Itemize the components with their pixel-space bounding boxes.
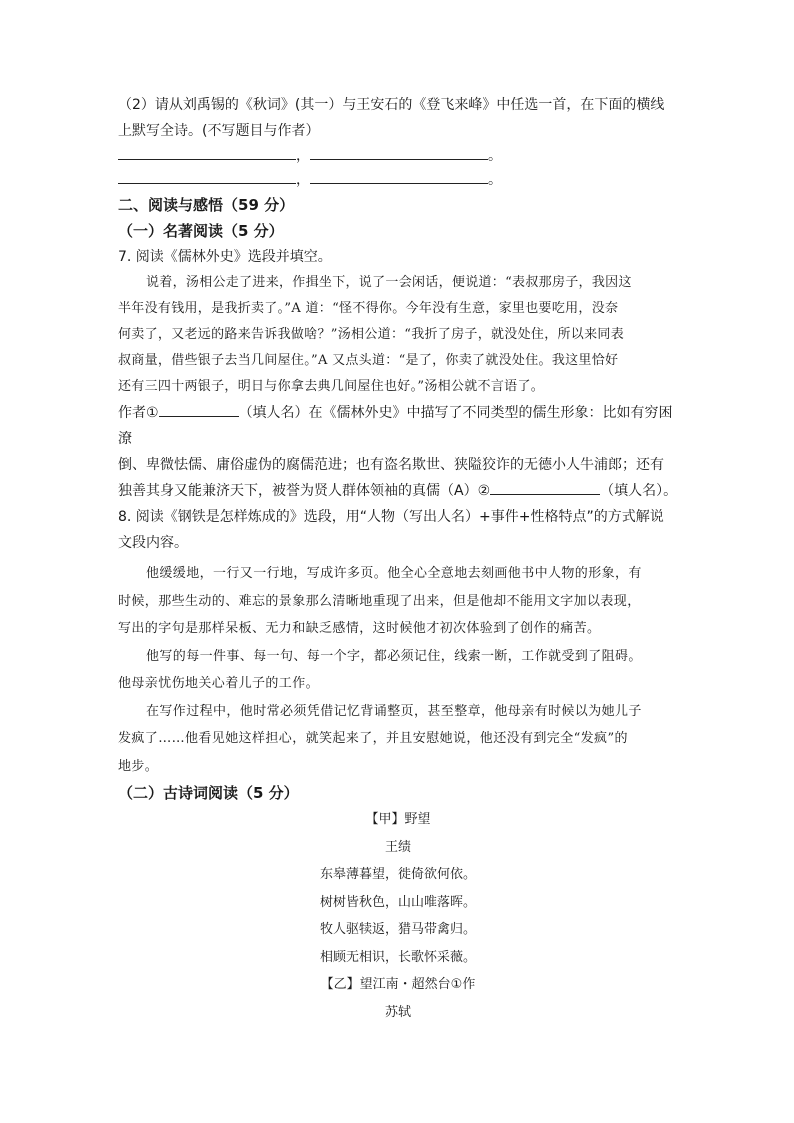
excerpt-line: 地步。	[118, 758, 159, 774]
q7-prompt: 7. 阅读《儒林外史》选段并填空。	[118, 249, 332, 265]
poem-b-title: 【乙】望江南・超然台①作	[320, 977, 476, 992]
excerpt-line: 他缓缓地，一行又一行地，写成许多页。他全心全意地去刻画他书中人物的形象，有	[146, 566, 642, 581]
excerpt-line: 在写作过程中，他时常必须凭借记忆背诵整页，甚至整章，他母亲有时候以为她儿子	[146, 703, 642, 719]
excerpt-line: 时候，那些生动的、难忘的景象那么清晰地重现了出来，但是他却不能用文字加以表现，	[118, 593, 641, 609]
excerpt-line: 写出的字句是那样呆板、无力和缺乏感情，这时候他才初次体验到了创作的痛苦。	[118, 621, 601, 636]
answer-blank[interactable]	[118, 169, 296, 184]
poem-line: 牧人驱犊返，猎马带禽归。	[319, 922, 476, 937]
answer-blank[interactable]	[310, 169, 488, 184]
poem-line: 树树皆秋色，山山唯落晖。	[319, 894, 476, 910]
rulin-excerpt	[118, 270, 678, 400]
fill-text: （填人名）。	[600, 483, 678, 499]
q8-prompt-line2: 文段内容。	[118, 535, 188, 551]
fill-blank-2[interactable]	[490, 480, 600, 495]
answer-line-1	[118, 144, 678, 168]
poem-b	[118, 971, 678, 1026]
fill-text: 作者①	[118, 405, 159, 421]
poem-a-author: 王绩	[384, 839, 411, 855]
fill-blank-1[interactable]	[159, 402, 239, 417]
fill-text: （填人名）在《儒林外史》中描写了不同类型的儒生形象：比如有穷困潦	[118, 405, 673, 447]
excerpt-line: 发疯了……他看见她这样担心，就笑起来了，并且安慰她说，他还没有到完全“发疯”的	[118, 731, 628, 746]
excerpt-line: 他母亲忧伤地关心着儿子的工作。	[118, 676, 320, 691]
q8-prompt-line1: 8. 阅读《钢铁是怎样炼成的》选段，用“人物（写出人名）+事件+性格特点”的方式解说	[118, 509, 664, 525]
fill-line-1	[118, 400, 678, 452]
period-mark: 。	[488, 172, 502, 188]
poem-line: 东皋薄暮望，徙倚欲何依。	[319, 867, 476, 882]
q2-instruction-line2: 上默写全诗。(不写题目与作者）	[118, 123, 320, 139]
subsection-title-poetry: （二）古诗词阅读（5 分）	[118, 784, 299, 802]
period-mark: 。	[488, 148, 502, 164]
excerpt-line: 说着，汤相公走了进来，作揖坐下，说了一会闲话，便说道：“表叔那房子，我因这	[146, 275, 632, 290]
excerpt-line: 叔商量，借些银子去当几间屋住。”A 又点头道：“是了，你卖了就没处住。我这里恰好	[118, 353, 619, 368]
exam-page	[118, 92, 678, 1026]
section-title: 二、阅读与感悟（59 分）	[118, 196, 295, 214]
comma-mark: ，	[296, 172, 310, 188]
poem-line: 相顾无相识，长歌怀采薇。	[319, 949, 476, 965]
fill-line-2: 倒、卑微怯儒、庸俗虚伪的腐儒范进；也有盗名欺世、狭隘狡诈的无德小人牛浦郎；还有	[118, 457, 664, 473]
poem-b-author: 苏轼	[384, 1004, 411, 1020]
answer-blank[interactable]	[310, 145, 488, 160]
comma-mark: ，	[296, 148, 310, 164]
steel-excerpt	[118, 560, 678, 780]
subsection-title-classics: （一）名著阅读（5 分）	[118, 222, 284, 240]
fill-text: 独善其身又能兼济天下，被誉为贤人群体领袖的真儒（A）②	[118, 483, 491, 499]
answer-blank[interactable]	[118, 145, 296, 160]
excerpt-line: 他写的每一件事、每一句、每一个字，都必须记住，线索一断，工作就受到了阻碍。	[146, 648, 642, 664]
q2-instruction-line1: （2）请从刘禹锡的《秋词》(其一）与王安石的《登飞来峰》中任选一首，在下面的横线	[118, 97, 665, 113]
excerpt-line: 何卖了，又老远的路来告诉我做啥？”汤相公道：“我折了房子，就没处住，所以来同表	[118, 327, 624, 342]
answer-line-2	[118, 168, 678, 192]
fill-line-3	[118, 478, 678, 504]
excerpt-line: 还有三四十两银子，明日与你拿去典几间屋住也好。”汤相公就不言语了。	[118, 379, 545, 394]
poem-a-title: 【甲】野望	[365, 812, 431, 827]
poem-a	[118, 806, 678, 971]
excerpt-line: 半年没有钱用，是我折卖了。”A 道：“怪不得你。今年没有生意，家里也要吃用，没奈	[118, 301, 619, 316]
